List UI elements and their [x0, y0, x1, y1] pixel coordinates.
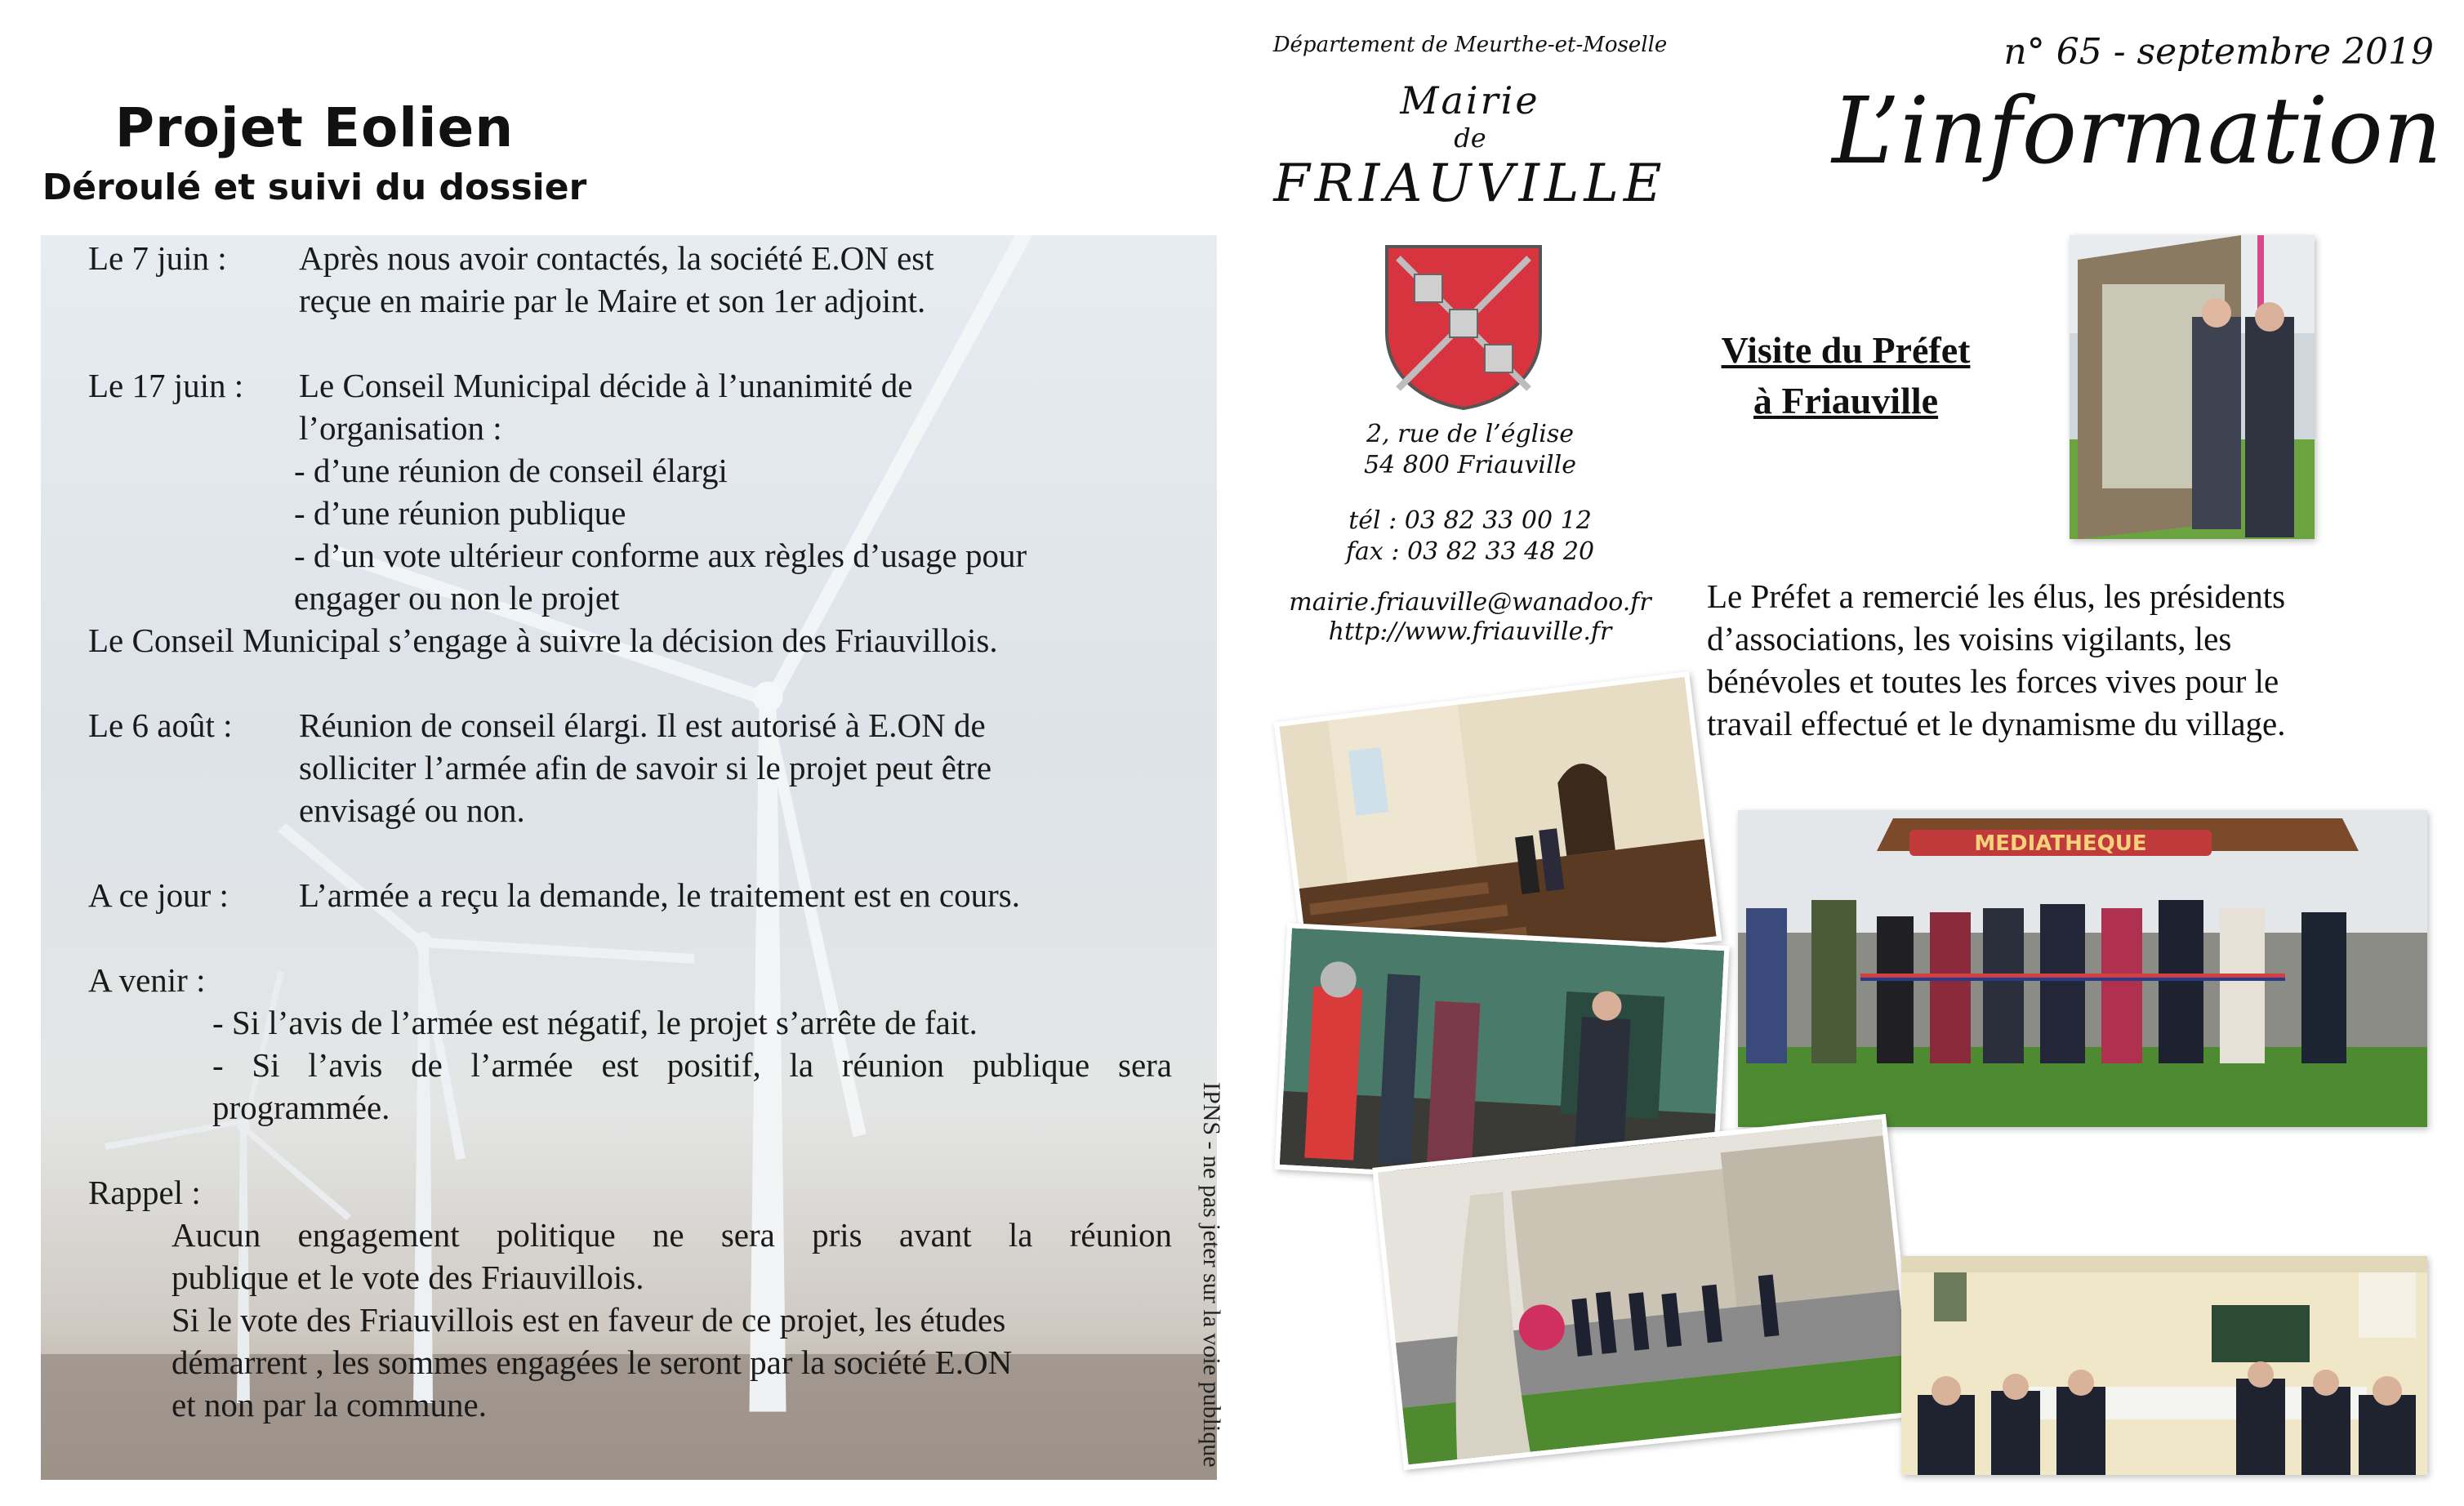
visit-text-line: bénévoles et toutes les forces vives pour le [1707, 662, 2279, 700]
ipns-note: IPNS - ne pas jeter sur la voie publique [1198, 1082, 1225, 1468]
email-link[interactable]: mairie.friauville@wanadoo.fr [1289, 588, 1651, 617]
entry-label: Rappel : [88, 1174, 201, 1211]
visit-heading [1650, 325, 2042, 426]
wind-turbine-background-panel [41, 235, 1217, 1480]
entry-text: programmée. [212, 1089, 390, 1126]
entry-text: Le Conseil Municipal décide à l’unanimité de [299, 367, 913, 404]
mediatheque-sign: MEDIATHEQUE [1974, 831, 2147, 856]
entry-text: Aucun engagement politique ne sera pris avant la réunion [172, 1216, 1172, 1254]
entry-text: l’organisation : [299, 409, 502, 447]
fax-number: fax : 03 82 33 48 20 [1345, 537, 1595, 566]
publication-title: L’information [1832, 78, 2442, 185]
department-name: Département de Meurthe-et-Moselle [1272, 33, 1668, 57]
mairie-label: Mairie [1400, 78, 1540, 123]
visit-heading-line2: à Friauville [1753, 380, 1939, 421]
entry-text: - Si l’avis de l’armée est négatif, le projet s’arrête de fait. [212, 1004, 978, 1041]
entry-text: - Si l’avis de l’armée est positif, la réunion publique sera [212, 1046, 1172, 1084]
photo-village-street [1372, 1114, 1917, 1470]
address-city: 54 800 Friauville [1364, 451, 1576, 479]
entry-text: reçue en mairie par le Maire et son 1er adjoint. [299, 282, 926, 319]
entry-text: solliciter l’armée afin de savoir si le projet peut être [299, 749, 992, 786]
entry-text: envisagé ou non. [299, 791, 525, 829]
entry-text: engager ou non le projet [294, 579, 620, 617]
entry-text: - d’un vote ultérieur conforme aux règles d’usage pour [294, 537, 1027, 574]
photo-prefect-map-sign [2070, 235, 2315, 539]
entry-label: Le 6 août : [88, 706, 233, 744]
phone-number: tél : 03 82 33 00 12 [1348, 506, 1592, 535]
entry-text: Le Conseil Municipal s’engage à suivre la décision des Friauvillois. [88, 622, 998, 659]
mairie-de: de [1454, 123, 1486, 154]
entry-text: démarrent , les sommes engagées le seront par la société E.ON [172, 1343, 1013, 1381]
entry-text: Si le vote des Friauvillois est en faveur de ce projet, les études [172, 1301, 1006, 1339]
coat-of-arms-logo [1382, 242, 1545, 413]
page-subtitle: Déroulé et suivi du dossier [42, 167, 587, 208]
visit-text-line: d’associations, les voisins vigilants, les [1707, 620, 2232, 657]
visit-text [1707, 575, 2286, 745]
entry-label: Le 7 juin : [88, 239, 227, 277]
entry-label: A ce jour : [88, 876, 229, 914]
entry-text: publique et le vote des Friauvillois. [172, 1259, 644, 1296]
entry-label: A venir : [88, 961, 206, 999]
visit-text-line: Le Préfet a remercié les élus, les présidents [1707, 577, 2286, 615]
entry-text: L’armée a reçu la demande, le traitement est en cours. [299, 876, 1020, 914]
website-link[interactable]: http://www.friauville.fr [1328, 617, 1612, 646]
entry-label: Le 17 juin : [88, 367, 244, 404]
page-title: Projet Eolien [114, 96, 515, 159]
entry-text: Réunion de conseil élargi. Il est autorisé à E.ON de [299, 706, 986, 744]
entry-text: Après nous avoir contactés, la société E.ON est [299, 239, 934, 277]
visit-text-line: travail effectué et le dynamisme du village. [1707, 705, 2286, 742]
town-name: FRIAUVILLE [1273, 154, 1667, 214]
issue-number: n° 65 - septembre 2019 [2003, 31, 2434, 73]
visit-heading-line1: Visite du Préfet [1721, 329, 1971, 371]
photo-meeting-room [1901, 1256, 2427, 1475]
entry-text: et non par la commune. [172, 1386, 487, 1424]
entry-text: - d’une réunion de conseil élargi [294, 452, 728, 489]
address-street: 2, rue de l’église [1366, 420, 1575, 448]
entry-text: - d’une réunion publique [294, 494, 626, 532]
photo-mediatheque-ribbon [1738, 810, 2427, 1127]
